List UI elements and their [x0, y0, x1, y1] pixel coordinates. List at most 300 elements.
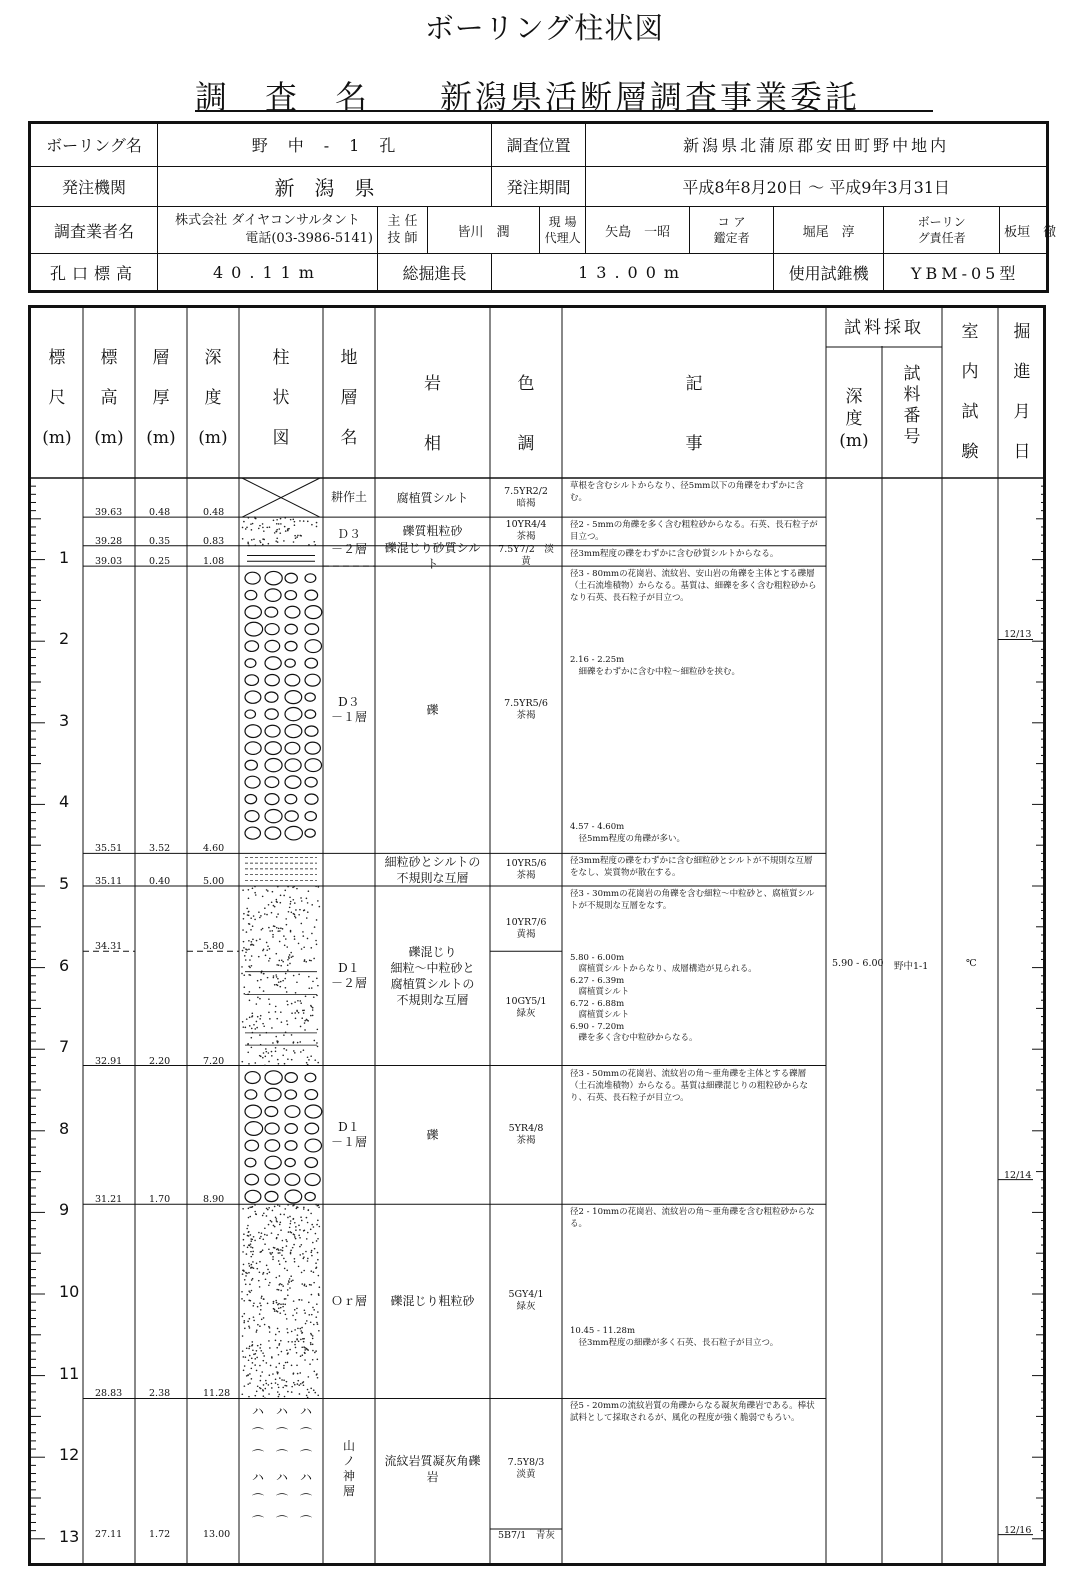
boring-name: 野 中 - 1 孔 — [158, 123, 492, 167]
sand-pattern — [312, 1015, 314, 1017]
sand-pattern — [268, 1340, 270, 1342]
sand-pattern — [252, 1251, 254, 1253]
lithology-cell: 礫混じり粗粒砂 — [390, 1294, 475, 1309]
sand-pattern — [249, 1265, 251, 1267]
sand-pattern — [277, 1248, 279, 1250]
sand-pattern — [312, 1009, 314, 1011]
sand-pattern — [254, 886, 256, 888]
sand-pattern — [279, 986, 281, 988]
sand-pattern — [263, 1025, 265, 1027]
core-label-2: 鑑定者 — [713, 231, 750, 246]
sand-pattern — [304, 1022, 306, 1024]
gravel-pattern — [245, 622, 263, 636]
gravel-pattern — [265, 1174, 279, 1185]
formation-header: 地 層 名 — [340, 348, 358, 448]
sand-pattern — [243, 1026, 245, 1028]
sand-pattern — [276, 1302, 278, 1304]
sand-pattern — [319, 1226, 321, 1228]
sand-pattern — [316, 978, 318, 980]
client: 新 潟 県 — [158, 166, 492, 207]
sand-pattern — [311, 933, 313, 935]
sand-pattern — [276, 519, 278, 521]
sand-pattern — [290, 901, 292, 903]
sand-pattern — [271, 1383, 273, 1385]
sand-pattern — [286, 1385, 288, 1387]
formation-cell: D３ －１層 — [330, 694, 367, 724]
sand-pattern — [311, 904, 313, 906]
sand-pattern — [307, 938, 309, 940]
tuff-pattern: ハ — [300, 1404, 313, 1419]
sand-pattern — [248, 911, 250, 913]
tuff-pattern: ⌒ — [276, 1426, 289, 1441]
sand-pattern — [267, 890, 269, 892]
sand-pattern — [310, 1005, 312, 1007]
note-text: 径2 - 10mmの花崗岩、流紋岩の角～亜角礫を含む粗粒砂からなる。 — [570, 1207, 815, 1230]
sand-pattern — [243, 941, 245, 943]
sand-pattern — [310, 1055, 312, 1057]
tuff-pattern: ハ — [300, 1470, 313, 1485]
gravel-pattern — [285, 606, 300, 618]
sand-pattern — [266, 949, 268, 951]
sand-pattern — [243, 1322, 245, 1324]
sand-pattern — [301, 948, 303, 950]
sand-pattern — [294, 1001, 296, 1003]
sand-pattern — [293, 1300, 295, 1302]
sand-pattern — [294, 1384, 296, 1386]
total: 13.00m — [492, 254, 774, 292]
sand-pattern — [275, 540, 277, 542]
sand-pattern — [293, 1218, 295, 1220]
sand-pattern — [283, 1379, 285, 1381]
sand-pattern — [251, 941, 253, 943]
sand-pattern — [268, 1207, 270, 1209]
sand-pattern — [273, 1225, 275, 1227]
gravel-pattern — [245, 1090, 257, 1099]
sand-pattern — [250, 1234, 252, 1236]
sand-pattern — [307, 1389, 309, 1391]
sand-pattern — [298, 943, 300, 945]
sand-pattern — [301, 1346, 303, 1348]
sand-pattern — [313, 541, 315, 543]
sand-pattern — [304, 1229, 306, 1231]
location: 新潟県北蒲原郡安田町野中地内 — [586, 123, 1048, 167]
sand-pattern — [249, 1207, 251, 1209]
sand-pattern — [290, 1253, 292, 1255]
sand-pattern — [290, 931, 292, 933]
gravel-pattern — [265, 675, 279, 686]
sand-pattern — [248, 1217, 250, 1219]
gravel-pattern — [285, 1141, 297, 1151]
sand-pattern — [277, 1372, 279, 1374]
sand-pattern — [292, 1279, 294, 1281]
gravel-pattern — [245, 827, 260, 839]
lithology-cell: 腐植質シルト — [396, 490, 469, 505]
sand-pattern — [277, 1252, 279, 1254]
sand-pattern — [315, 1267, 317, 1269]
sand-pattern — [246, 1375, 248, 1377]
sand-pattern — [281, 1284, 283, 1286]
sand-pattern — [317, 1062, 319, 1064]
sand-pattern — [249, 1216, 251, 1218]
sand-pattern — [269, 958, 271, 960]
sand-pattern — [315, 886, 317, 888]
sand-pattern — [297, 1042, 299, 1044]
sand-pattern — [273, 1308, 275, 1310]
sand-pattern — [266, 1265, 268, 1267]
boring-log — [28, 305, 1046, 1566]
gravel-pattern — [265, 657, 281, 670]
sand-pattern — [294, 1052, 296, 1054]
gravel-pattern — [245, 795, 257, 804]
sand-pattern — [266, 1273, 268, 1275]
sand-pattern — [304, 1349, 306, 1351]
gravel-pattern — [245, 1174, 259, 1185]
sand-pattern — [288, 1280, 290, 1282]
sand-pattern — [276, 901, 278, 903]
sand-pattern — [317, 985, 319, 987]
sand-pattern — [299, 1299, 301, 1301]
sand-pattern — [271, 912, 273, 914]
sand-pattern — [277, 541, 279, 543]
sand-pattern — [250, 1243, 252, 1245]
sand-pattern — [311, 1224, 313, 1226]
sample-header: 試料採取 — [844, 318, 924, 338]
sand-pattern — [294, 1012, 296, 1014]
depth-value: 0.83 — [203, 535, 225, 547]
sand-pattern — [250, 1240, 252, 1242]
sand-pattern — [268, 1248, 270, 1250]
sand-pattern — [266, 942, 268, 944]
sand-pattern — [286, 1381, 288, 1383]
gravel-pattern — [245, 1190, 261, 1202]
sand-pattern — [265, 1380, 267, 1382]
sand-pattern — [310, 1344, 312, 1346]
progress-date: 12/13 — [1004, 629, 1032, 641]
gravel-pattern — [305, 574, 316, 583]
sand-pattern — [294, 1341, 296, 1343]
tuff-pattern: ⌒ — [252, 1514, 265, 1529]
sand-pattern — [280, 1011, 282, 1013]
formation-cell: Ｄ３ －２層 — [330, 526, 367, 556]
gravel-pattern — [305, 1090, 318, 1100]
sand-pattern — [280, 523, 282, 525]
gravel-pattern — [285, 742, 300, 754]
sand-pattern — [286, 946, 288, 948]
sand-pattern — [312, 1335, 314, 1337]
sand-pattern — [273, 519, 275, 521]
sand-pattern — [315, 1233, 317, 1235]
sand-pattern — [283, 1214, 285, 1216]
gravel-pattern — [285, 641, 297, 651]
sand-pattern — [282, 1303, 284, 1305]
sand-pattern — [319, 906, 321, 908]
sand-pattern — [286, 1269, 288, 1271]
tuff-pattern: ⌒ — [252, 1448, 265, 1463]
period: 平成8年8月20日 ～ 平成9年3月31日 — [586, 166, 1048, 207]
sand-pattern — [272, 936, 274, 938]
sand-pattern — [248, 889, 250, 891]
sand-pattern — [299, 1229, 301, 1231]
gravel-pattern — [305, 794, 318, 804]
sand-pattern — [256, 1350, 258, 1352]
gravel-pattern — [245, 1140, 259, 1151]
sand-pattern — [285, 918, 287, 920]
sand-pattern — [312, 1242, 314, 1244]
sand-pattern — [266, 1362, 268, 1364]
sand-pattern — [267, 1209, 269, 1211]
sand-pattern — [274, 532, 276, 534]
sand-pattern — [277, 1384, 279, 1386]
color-cell: 7.5Y8/3 淡黄 — [507, 1456, 545, 1480]
elevation-label: 孔口標高 — [30, 254, 158, 292]
gravel-pattern — [245, 691, 261, 703]
sand-pattern — [269, 1003, 271, 1005]
total-label: 総掘進長 — [378, 254, 492, 292]
sand-pattern — [291, 1059, 293, 1061]
sand-pattern — [300, 1355, 302, 1357]
sand-pattern — [295, 992, 297, 994]
sand-pattern — [282, 1240, 284, 1242]
sand-pattern — [275, 1366, 277, 1368]
formation-cell: Ｏｒ層 — [330, 1293, 367, 1308]
sand-pattern — [277, 930, 279, 932]
sand-pattern — [259, 1313, 261, 1315]
sand-pattern — [253, 538, 255, 540]
gravel-pattern — [305, 759, 322, 772]
thickness-value: 0.25 — [149, 556, 171, 568]
sand-pattern — [244, 955, 246, 957]
tuff-pattern: ⌒ — [300, 1492, 313, 1507]
sand-pattern — [267, 945, 269, 947]
sand-pattern — [254, 545, 256, 547]
sand-pattern — [249, 1373, 251, 1375]
sand-pattern — [284, 978, 286, 980]
sand-pattern — [273, 975, 275, 977]
depth-value: 5.00 — [203, 876, 225, 887]
sand-pattern — [268, 1052, 270, 1054]
sand-pattern — [274, 984, 276, 986]
elevation-value: 31.21 — [95, 1194, 123, 1206]
sand-pattern — [287, 959, 289, 961]
sand-pattern — [311, 1250, 313, 1252]
thickness-value: 1.70 — [149, 1194, 171, 1206]
sand-pattern — [248, 974, 250, 976]
sand-pattern — [251, 1047, 253, 1049]
sand-pattern — [271, 1387, 273, 1389]
sand-pattern — [271, 1252, 273, 1254]
sand-pattern — [243, 1300, 245, 1302]
note-detail: 5.80 - 6.00m 腐植質シルトからなり、成層構造が見られる。 6.27 - 6.39m 腐植質シルト 6.72 - 6.88m 腐植質シルト 6.90 - 7.20m 礫を多く含む中粒砂からなる。 — [570, 952, 757, 1044]
sand-pattern — [262, 928, 264, 930]
sand-pattern — [287, 1391, 289, 1393]
gravel-pattern — [265, 1088, 281, 1101]
sand-pattern — [296, 1338, 298, 1340]
scale-number: 2 — [59, 629, 70, 649]
sand-pattern — [278, 964, 280, 966]
sand-pattern — [251, 944, 253, 946]
sand-pattern — [262, 896, 264, 898]
sand-pattern — [297, 1334, 299, 1336]
sand-pattern — [311, 524, 313, 526]
gravel-pattern — [285, 826, 302, 840]
sand-pattern — [298, 1235, 300, 1237]
sand-pattern — [252, 1015, 254, 1017]
sand-pattern — [273, 1302, 275, 1304]
sand-pattern — [308, 1376, 310, 1378]
color-cell: 5YR4/8 茶褐 — [508, 1122, 544, 1146]
progress-date: 12/14 — [1004, 1169, 1032, 1181]
sand-pattern — [286, 1049, 288, 1051]
gravel-pattern — [245, 641, 259, 652]
thickness-value: 2.38 — [149, 1388, 171, 1400]
sand-pattern — [269, 1327, 271, 1329]
sand-pattern — [300, 1216, 302, 1218]
sand-pattern — [297, 1000, 299, 1002]
sand-pattern — [259, 938, 261, 940]
sand-pattern — [310, 1284, 312, 1286]
sand-pattern — [249, 1017, 251, 1019]
sand-pattern — [275, 1011, 277, 1013]
sand-pattern — [286, 1020, 288, 1022]
sand-pattern — [302, 1354, 304, 1356]
sand-pattern — [317, 1377, 319, 1379]
sand-pattern — [248, 1208, 250, 1210]
sand-pattern — [252, 1261, 254, 1263]
sand-pattern — [265, 955, 267, 957]
sand-pattern — [310, 1015, 312, 1017]
sand-pattern — [269, 1374, 271, 1376]
lithology-cell: 流紋岩質凝灰角礫岩 — [384, 1453, 481, 1484]
sand-pattern — [293, 1382, 295, 1384]
color-cell: 7.5YR2/2 暗褐 — [504, 485, 548, 509]
sand-pattern — [269, 1331, 271, 1333]
sand-pattern — [248, 1231, 250, 1233]
scale-number: 4 — [59, 792, 70, 812]
gravel-pattern — [305, 726, 318, 736]
gravel-pattern — [265, 1156, 281, 1169]
gravel-pattern — [265, 758, 282, 771]
sand-pattern — [287, 1004, 289, 1006]
color-cell: 7.5Y7/2 淡黄 — [498, 543, 554, 567]
sand-pattern — [253, 1320, 255, 1322]
sand-pattern — [277, 1391, 279, 1393]
sand-pattern — [294, 1258, 296, 1260]
contractor-tel: 電話(03-3986-5141) — [245, 231, 373, 247]
sand-pattern — [254, 1062, 256, 1064]
sand-pattern — [287, 1283, 289, 1285]
gravel-pattern — [245, 1158, 256, 1167]
sand-pattern — [294, 521, 296, 523]
sand-pattern — [292, 1247, 294, 1249]
sand-pattern — [282, 1306, 284, 1308]
sand-pattern — [293, 1204, 295, 1206]
sand-pattern — [279, 1205, 281, 1207]
gravel-pattern — [285, 659, 295, 667]
sand-pattern — [251, 965, 253, 967]
tuff-pattern: ⌒ — [252, 1426, 265, 1441]
sand-pattern — [260, 915, 262, 917]
sand-pattern — [307, 1260, 309, 1262]
sand-pattern — [243, 1269, 245, 1271]
sand-pattern — [276, 899, 278, 901]
sand-pattern — [268, 960, 270, 962]
sand-pattern — [318, 1275, 320, 1277]
sand-pattern — [293, 1050, 295, 1052]
sand-pattern — [262, 1352, 264, 1354]
sand-pattern — [279, 930, 281, 932]
sand-pattern — [259, 917, 261, 919]
sand-pattern — [251, 955, 253, 957]
sand-pattern — [276, 1018, 278, 1020]
sand-pattern — [317, 900, 319, 902]
sand-pattern — [262, 1023, 264, 1025]
lithology-cell: 細粒砂とシルトの 不規則な互層 — [384, 854, 481, 885]
sand-pattern — [244, 993, 246, 995]
gravel-pattern — [245, 776, 260, 788]
sand-pattern — [311, 987, 313, 989]
sand-pattern — [254, 1240, 256, 1242]
sand-pattern — [303, 960, 305, 962]
gravel-pattern — [265, 589, 281, 602]
thickness-value: 0.48 — [149, 507, 171, 519]
sand-pattern — [275, 1036, 277, 1038]
sand-pattern — [312, 1007, 314, 1009]
sand-pattern — [287, 1024, 289, 1026]
sand-pattern — [257, 1306, 259, 1308]
sand-pattern — [308, 890, 310, 892]
sand-pattern — [286, 1328, 288, 1330]
note-detail: 2.16 - 2.25m 細礫をわずかに含む中粒～細粒砂を挟む。 — [570, 655, 741, 678]
sand-pattern — [275, 1382, 277, 1384]
sand-pattern — [283, 1310, 285, 1312]
core-label-1: コ ア — [717, 215, 746, 230]
sand-pattern — [284, 1208, 286, 1210]
contractor-label: 調査業者名 — [30, 207, 158, 254]
sand-pattern — [282, 1285, 284, 1287]
sand-pattern — [280, 1249, 282, 1251]
sand-pattern — [276, 537, 278, 539]
sand-pattern — [297, 1328, 299, 1330]
sand-pattern — [289, 1216, 291, 1218]
sand-pattern — [250, 523, 252, 525]
sand-pattern — [284, 526, 286, 528]
sand-pattern — [264, 1243, 266, 1245]
color-cell: 7.5YR5/6 茶褐 — [504, 697, 548, 721]
sand-pattern — [293, 886, 295, 888]
sand-pattern — [296, 1208, 298, 1210]
sample-depth: 5.90 - 6.00 — [832, 957, 884, 969]
note-text: 径3mm程度の礫をわずかに含む砂質シルトからなる。 — [570, 548, 779, 559]
scale-number: 6 — [59, 955, 70, 975]
sand-pattern — [249, 1382, 251, 1384]
sand-pattern — [262, 527, 264, 529]
sand-pattern — [274, 1226, 276, 1228]
gravel-pattern — [285, 725, 302, 738]
sand-pattern — [294, 1309, 296, 1311]
sand-pattern — [303, 1270, 305, 1272]
sand-pattern — [294, 938, 296, 940]
sand-pattern — [315, 1262, 317, 1264]
sand-pattern — [276, 984, 278, 986]
sand-pattern — [244, 1320, 246, 1322]
sand-pattern — [313, 1324, 315, 1326]
sand-pattern — [285, 1362, 287, 1364]
sand-pattern — [266, 1215, 268, 1217]
sand-pattern — [275, 1277, 277, 1279]
sand-pattern — [256, 1262, 258, 1264]
sand-pattern — [280, 927, 282, 929]
sand-pattern — [257, 1345, 259, 1347]
